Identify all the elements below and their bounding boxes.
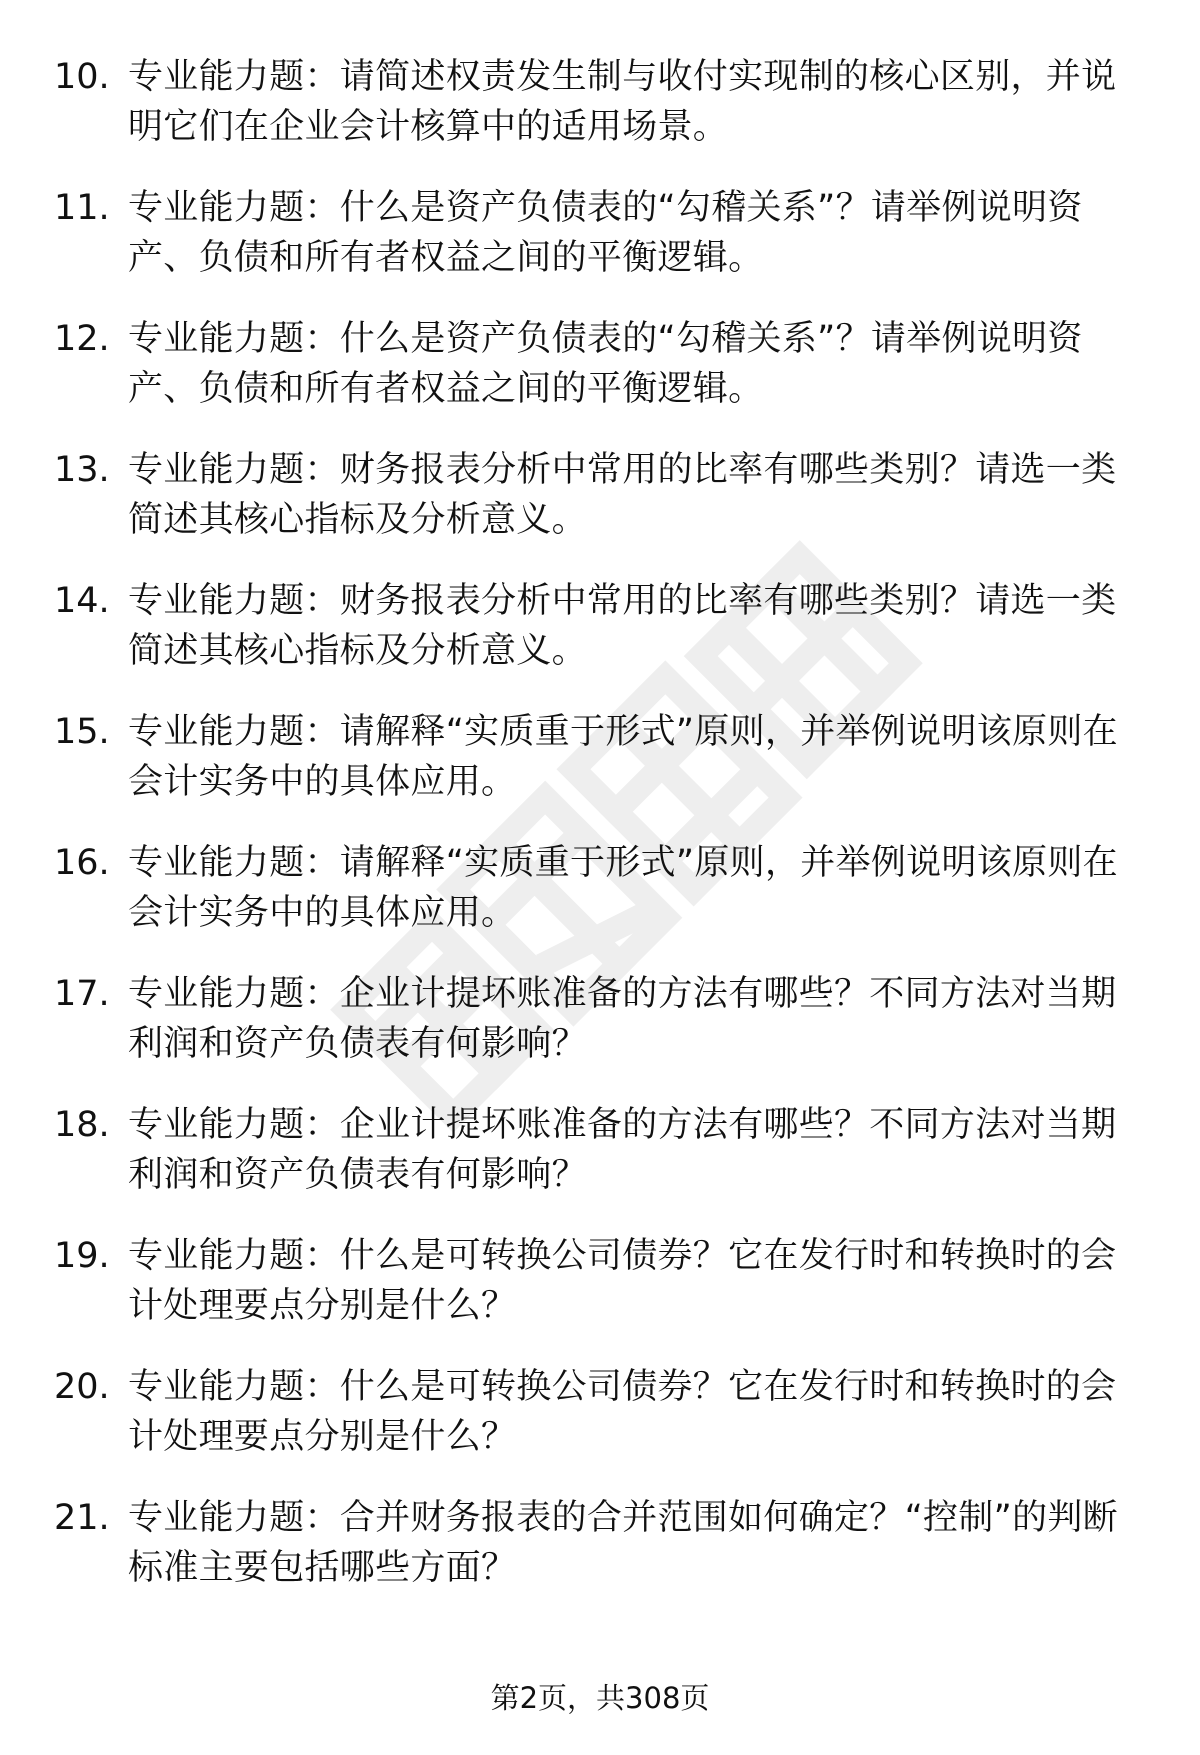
question-text: 专业能力题：什么是资产负债表的“勾稽关系”？请举例说明资产、负债和所有者权益之间的平衡逻辑。 bbox=[128, 319, 1083, 409]
question-text: 专业能力题：什么是可转换公司债券？它在发行时和转换时的会计处理要点分别是什么？ bbox=[128, 1236, 1117, 1326]
question-number: 12. bbox=[54, 319, 110, 359]
question-item bbox=[0, 445, 1200, 576]
question-item bbox=[0, 969, 1200, 1100]
question-item bbox=[0, 1231, 1200, 1362]
question-list bbox=[0, 52, 1200, 1624]
question-number: 19. bbox=[54, 1236, 110, 1276]
question-text: 专业能力题：合并财务报表的合并范围如何确定？“控制”的判断标准主要包括哪些方面？ bbox=[128, 1498, 1118, 1588]
question-item bbox=[0, 1493, 1200, 1624]
question-text: 专业能力题：财务报表分析中常用的比率有哪些类别？请选一类简述其核心指标及分析意义。 bbox=[128, 581, 1117, 671]
question-number: 21. bbox=[54, 1498, 110, 1538]
question-text: 专业能力题：什么是资产负债表的“勾稽关系”？请举例说明资产、负债和所有者权益之间的平衡逻辑。 bbox=[128, 188, 1083, 278]
question-number: 13. bbox=[54, 450, 110, 490]
question-item bbox=[0, 576, 1200, 707]
question-text: 专业能力题：请解释“实质重于形式”原则，并举例说明该原则在会计实务中的具体应用。 bbox=[128, 843, 1118, 933]
question-item bbox=[0, 707, 1200, 838]
question-item bbox=[0, 52, 1200, 183]
question-number: 20. bbox=[54, 1367, 110, 1407]
question-item bbox=[0, 1362, 1200, 1493]
question-number: 10. bbox=[54, 57, 110, 97]
question-number: 18. bbox=[54, 1105, 110, 1145]
question-number: 14. bbox=[54, 581, 110, 621]
question-number: 11. bbox=[54, 188, 110, 228]
question-item bbox=[0, 183, 1200, 314]
question-item bbox=[0, 314, 1200, 445]
question-number: 16. bbox=[54, 843, 110, 883]
question-text: 专业能力题：什么是可转换公司债券？它在发行时和转换时的会计处理要点分别是什么？ bbox=[128, 1367, 1117, 1457]
question-text: 专业能力题：财务报表分析中常用的比率有哪些类别？请选一类简述其核心指标及分析意义。 bbox=[128, 450, 1117, 540]
question-text: 专业能力题：企业计提坏账准备的方法有哪些？不同方法对当期利润和资产负债表有何影响？ bbox=[128, 1105, 1117, 1195]
question-number: 17. bbox=[54, 974, 110, 1014]
question-item bbox=[0, 1100, 1200, 1231]
question-item bbox=[0, 838, 1200, 969]
page-footer: 第2页，共308页 bbox=[490, 1681, 710, 1715]
question-text: 专业能力题：请简述权责发生制与收付实现制的核心区别，并说明它们在企业会计核算中的适用场景。 bbox=[128, 57, 1117, 147]
question-number: 15. bbox=[54, 712, 110, 752]
question-text: 专业能力题：请解释“实质重于形式”原则，并举例说明该原则在会计实务中的具体应用。 bbox=[128, 712, 1118, 802]
question-text: 专业能力题：企业计提坏账准备的方法有哪些？不同方法对当期利润和资产负债表有何影响？ bbox=[128, 974, 1117, 1064]
